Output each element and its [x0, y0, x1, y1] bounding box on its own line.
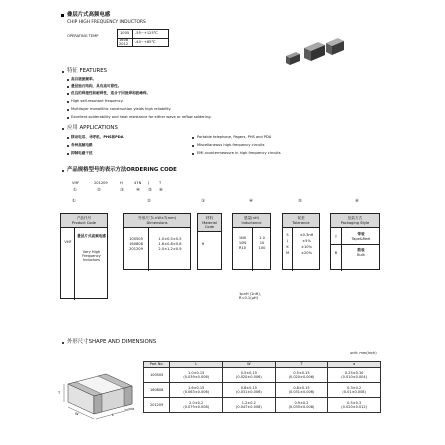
dimensions-table — [143, 361, 381, 413]
box-num-4: ④ — [249, 199, 253, 204]
box-num-3: ③ — [201, 199, 205, 204]
col-part: Part No. — [144, 362, 170, 368]
feature-bullet — [67, 117, 69, 119]
dim-label-l: L — [112, 413, 115, 417]
app-cn-1: 移动电话、寻呼机、PHS和PDA — [71, 135, 124, 139]
app-en-2: Miscellaneous high-frequency circuits — [197, 143, 265, 147]
tolerance-box — [282, 213, 320, 270]
pack-val-en-1: Tape&Reel — [351, 237, 371, 241]
tol-val-2: ±5% — [302, 239, 311, 243]
ordering-bullet — [62, 170, 64, 172]
col-t: T — [275, 362, 328, 368]
cell-w — [223, 368, 276, 383]
material-title-en: Material Code — [202, 221, 217, 230]
tolerance-title-en: Tolerance — [292, 221, 310, 225]
feature-en-2: Multilayer monolithic construction yields high reliability. — [71, 107, 172, 111]
dim-val-3: 2.0×1.2×0.9 — [158, 247, 182, 251]
col-a: a — [328, 362, 381, 368]
cell-a — [328, 368, 381, 383]
dim-label-t: T — [58, 391, 61, 395]
ind-val-3: 100 — [258, 246, 266, 250]
cell-l — [170, 398, 223, 413]
tolerance-title-cn: 误差 — [297, 216, 305, 220]
features-heading: 特征 FEATURES — [67, 68, 108, 74]
op-temp-range-2: -40~+85℃ — [135, 40, 156, 44]
title-cn: 叠层片式高频电感 — [67, 12, 111, 18]
tol-code-2: J — [286, 239, 289, 243]
ordering-heading: 产品规格型号的表示方法ORDERING CODE — [67, 167, 177, 173]
op-temp-size-1: 1005 — [120, 31, 130, 35]
cell-value: 0.9±0.2 — [294, 400, 309, 405]
app-bullet — [67, 145, 69, 147]
chip-dimension-drawing — [62, 364, 140, 430]
cell-t — [275, 398, 328, 413]
app-en-1: Portable telephone, Pagers, PHS and PDA — [197, 135, 272, 139]
dimensions-title-cn: 外形尺寸L×W×T(mm) — [138, 216, 176, 220]
shape-heading: 外形尺寸SHAPE AND DIMENSIONS — [67, 339, 157, 345]
op-temp-table — [117, 29, 169, 47]
dim-code-3: 201209 — [129, 247, 143, 251]
cell-value: 2.0±0.2 — [189, 400, 204, 405]
dim-label-a: a — [132, 407, 135, 411]
ind-code-2: 10N — [238, 241, 247, 245]
material-title-cn: 材料 — [205, 216, 214, 220]
app-bullet — [67, 137, 69, 139]
code-part-5: J — [148, 181, 150, 185]
ind-val-1: 1.0 — [259, 236, 265, 240]
app-bullet — [192, 153, 194, 155]
packaging-box — [330, 213, 380, 270]
code-part-2: 201209 — [94, 181, 108, 185]
pack-val-en-2: Bulk — [357, 253, 365, 257]
cell-value: 0.8±0.15 — [293, 385, 310, 390]
dim-val-2: 1.6×0.8×0.8 — [158, 242, 182, 246]
col-w: W — [223, 362, 276, 368]
op-temp-label: OPERATING TEMP — [67, 34, 99, 38]
code-num-3: ③ — [120, 188, 124, 193]
cell-l — [170, 368, 223, 383]
cell-value-inch: (0.010±0.004) — [341, 375, 367, 379]
feature-cn-1: 高自谐振频率。 — [71, 77, 97, 81]
feature-en-1: High self-resonant frequency. — [71, 99, 124, 103]
table-row — [144, 398, 381, 413]
row-part: 160808 — [144, 383, 170, 398]
feature-bullet — [67, 86, 69, 88]
title-bullet — [61, 14, 64, 17]
cell-value-inch: (0.031±0.006) — [288, 390, 315, 394]
code-num-5: ⑤ — [148, 188, 152, 193]
feature-cn-2: 叠层独石结构，具有高可靠性。 — [71, 84, 122, 88]
code-part-4: 47N — [134, 181, 142, 185]
inductance-title-en: Inductance — [241, 221, 262, 225]
cell-value: 0.25±0.10 — [344, 370, 364, 375]
applications-heading: 应用 APPLICATIONS — [67, 125, 118, 131]
cell-value-inch: (0.031±0.006) — [235, 390, 262, 394]
dim-code-1: 100505 — [129, 237, 143, 241]
cell-value: 1.0±0.15 — [188, 370, 205, 375]
product-code-title-en: Product Code — [72, 221, 96, 225]
dim-val-1: 1.0×0.5×0.5 — [158, 237, 182, 241]
material-code: H — [201, 242, 205, 246]
cell-value-inch: (0.020±0.006) — [235, 375, 262, 379]
cell-value-inch: (0.063±0.006) — [183, 390, 210, 394]
cell-value-inch: (0.020±0.006) — [288, 375, 315, 379]
product-code-box — [60, 213, 108, 299]
inductance-note: 1pnH (1nH), R=0.1(μH) — [239, 292, 261, 301]
cell-l — [170, 383, 223, 398]
cell-value: 1.6±0.15 — [188, 385, 205, 390]
code-num-1: ① — [73, 188, 77, 193]
cell-value: 0.5±0.15 — [240, 370, 257, 375]
cell-a — [328, 383, 381, 398]
box-num-5: ⑤ — [298, 199, 302, 204]
app-cn-3: 抑制电磁干扰 — [71, 151, 93, 155]
features-bullet — [62, 71, 64, 73]
feature-cn-3: 优良的焊接性和耐焊性，适合于回流焊和波峰焊。 — [71, 91, 151, 95]
product-code-desc-cn: 叠层片式高频电感 — [77, 234, 106, 238]
tol-code-4: M — [285, 251, 290, 255]
cell-value: 1.2±0.2 — [241, 400, 256, 405]
cell-value: 0.5±0.3 — [347, 400, 362, 405]
app-cn-2: 各种高频电路 — [71, 143, 93, 147]
op-temp-range-1: -55~+125℃ — [135, 31, 158, 35]
inductance-box — [232, 213, 271, 270]
applications-bullet — [62, 128, 64, 130]
tol-val-1: ±0.3nH — [299, 233, 314, 237]
cell-t — [275, 368, 328, 383]
feature-bullet — [67, 109, 69, 111]
unit-label: unit: mm(inch) — [350, 351, 377, 355]
tol-code-3: K — [286, 245, 289, 249]
tol-code-1: S — [286, 233, 289, 237]
cell-value-inch: (0.079±0.008) — [183, 405, 210, 409]
code-num-4: ④ — [136, 188, 140, 193]
feature-bullet — [67, 101, 69, 103]
pack-code-2: B — [334, 251, 338, 255]
op-temp-size-2: 1608 2012 — [119, 38, 129, 46]
cell-t — [275, 383, 328, 398]
product-code-title-cn: 产品代号 — [76, 216, 92, 220]
cell-value-inch: (0.01±0.008) — [342, 390, 366, 394]
cell-value: 0.3±0.2 — [347, 385, 362, 390]
packaging-title-cn: 包装方式 — [347, 216, 363, 220]
shape-bullet — [62, 342, 64, 344]
app-bullet — [67, 153, 69, 155]
cell-value: 0.8±0.15 — [240, 385, 257, 390]
product-code-value: VHF — [64, 240, 72, 244]
ind-code-3: R10 — [238, 246, 247, 250]
cell-value-inch: (0.020±0.012) — [341, 405, 367, 409]
product-code-desc-en: Very High Frequency Inductors — [82, 250, 101, 263]
box-num-2: ② — [147, 199, 151, 204]
app-bullet — [192, 137, 194, 139]
col-l: L — [170, 362, 223, 368]
app-bullet — [192, 145, 194, 147]
ind-val-2: 10 — [259, 241, 265, 245]
cell-w — [223, 398, 276, 413]
table-row — [144, 368, 381, 383]
cell-value-inch: (0.047±0.008) — [235, 405, 262, 409]
tol-val-4: ±20% — [301, 251, 312, 255]
code-part-3: H — [120, 181, 123, 185]
pack-val-cn-1: 带装 — [357, 232, 365, 236]
feature-en-3: Excellent solderability and heat resistance for either wave or reflow soldering. — [71, 115, 212, 119]
dim-code-2: 160808 — [129, 242, 143, 246]
box-num-1: ① — [72, 199, 76, 204]
app-en-3: EMI countermeasure in high frequency circuits — [197, 151, 281, 155]
row-part: 100505 — [144, 368, 170, 383]
title-en: CHIP HIGH FREQUENCY INDUCTORS — [67, 20, 146, 25]
dim-label-w: W — [75, 412, 79, 416]
code-part-6: T — [159, 181, 162, 185]
cell-a — [328, 398, 381, 413]
dimensions-title-en: Dimensions — [146, 221, 168, 225]
code-part-1: VHF — [72, 181, 80, 185]
code-num-6: ⑥ — [159, 188, 163, 193]
cell-value-inch: (0.035±0.008) — [288, 405, 315, 409]
pack-code-1: T — [334, 235, 338, 239]
ind-code-1: 1N0 — [238, 236, 247, 240]
feature-bullet — [67, 79, 69, 81]
cell-value-inch: (0.039±0.006) — [183, 375, 210, 379]
feature-bullet — [67, 93, 69, 95]
box-num-6: ⑥ — [355, 199, 359, 204]
cell-w — [223, 383, 276, 398]
row-part: 201209 — [144, 398, 170, 413]
material-box — [197, 213, 222, 270]
code-num-2: ② — [97, 188, 101, 193]
cell-value: 0.5±0.15 — [293, 370, 310, 375]
dimensions-box — [123, 213, 191, 270]
tol-val-3: ±10% — [301, 245, 312, 249]
packaging-title-en: Packaging Style — [340, 221, 370, 225]
inductance-title-cn: 感量(nH) — [244, 216, 259, 220]
product-image — [278, 34, 350, 70]
pack-val-cn-2: 散装 — [357, 248, 365, 252]
table-row — [144, 383, 381, 398]
